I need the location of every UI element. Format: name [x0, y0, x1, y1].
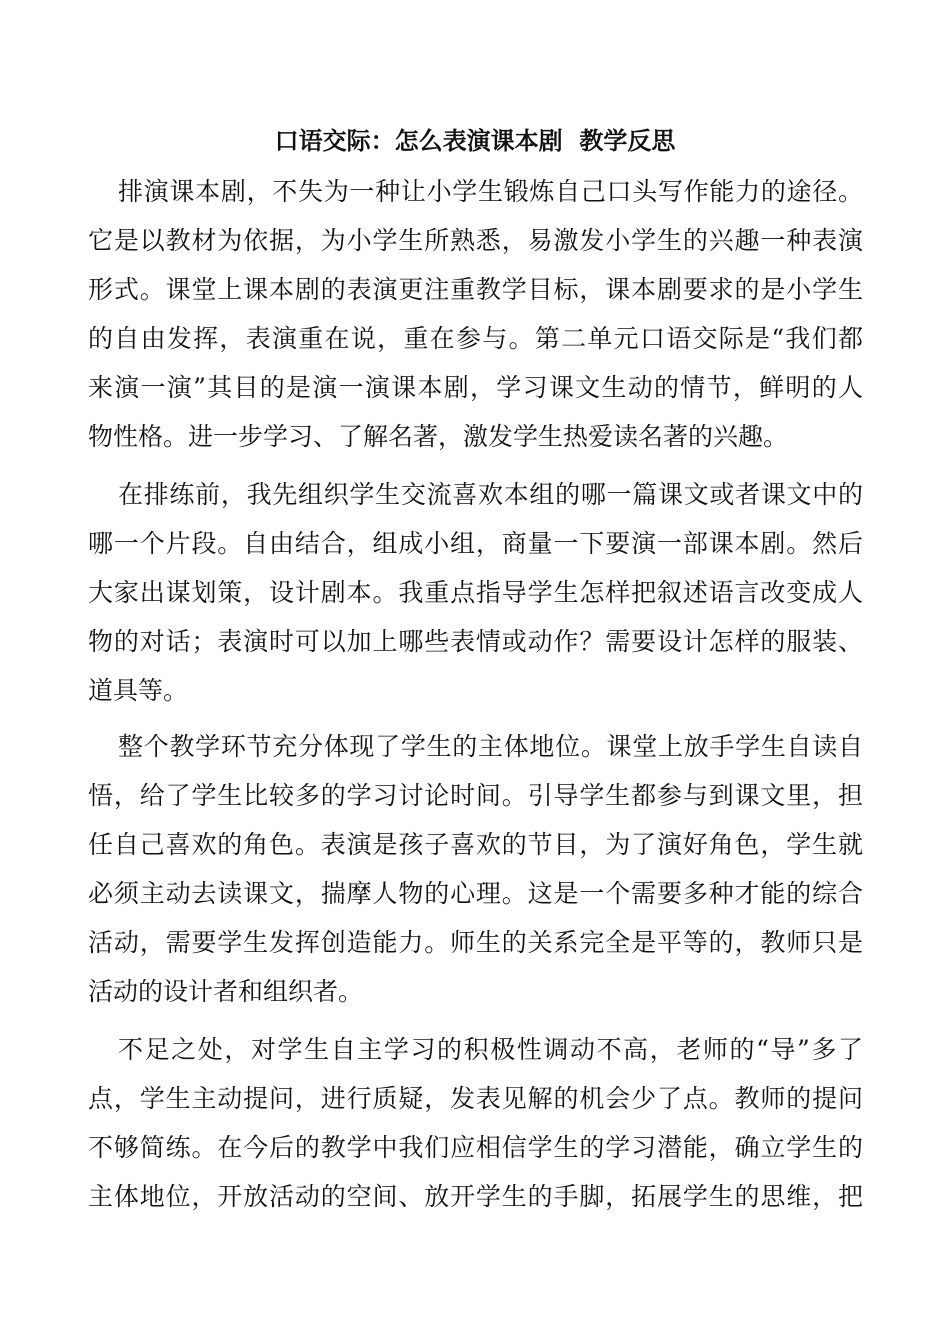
paragraph-line: 大家出谋划策，设计剧本。我重点指导学生怎样把叙述语言改变成人 — [88, 578, 863, 607]
paragraph-line: 活动，需要学生发挥创造能力。师生的关系完全是平等的，教师只是 — [88, 928, 863, 957]
paragraph-line: 它是以教材为依据，为小学生所熟悉，易激发小学生的兴趣一种表演 — [88, 226, 863, 255]
paragraph-line: 物性格。进一步学习、了解名著，激发学生热爱读名著的兴趣。 — [88, 422, 789, 451]
paragraph-line: 必须主动去读课文，揣摩人物的心理。这是一个需要多种才能的综合 — [88, 879, 863, 908]
paragraph-line: 道具等。 — [88, 676, 189, 705]
paragraph-line: 形式。课堂上课本剧的表演更注重教学目标，课本剧要求的是小学生 — [88, 275, 863, 304]
paragraph-line: 来演一演”其目的是演一演课本剧，学习课文生动的情节，鲜明的人 — [88, 373, 863, 402]
paragraph-line: 排演课本剧，不失为一种让小学生锻炼自己口头写作能力的途径。 — [118, 177, 863, 206]
document-title: 口语交际：怎么表演课本剧 教学反思 — [274, 126, 676, 155]
paragraph-line: 整个教学环节充分体现了学生的主体地位。课堂上放手学生自读自 — [118, 732, 863, 761]
paragraph-line: 主体地位，开放活动的空间、放开学生的手脚，拓展学生的思维，把 — [88, 1182, 863, 1211]
paragraph-3 — [88, 722, 863, 1016]
paragraph-line: 活动的设计者和组织者。 — [88, 977, 364, 1006]
paragraph-line: 物的对话；表演时可以加上哪些表情或动作？需要设计怎样的服装、 — [88, 627, 863, 656]
paragraph-2 — [88, 470, 863, 715]
paragraph-1 — [88, 167, 863, 461]
paragraph-line: 点，学生主动提问，进行质疑，发表见解的机会少了点。教师的提问 — [88, 1084, 863, 1113]
paragraph-line: 悟，给了学生比较多的学习讨论时间。引导学生都参与到课文里，担 — [88, 781, 863, 810]
paragraph-line: 不足之处，对学生自主学习的积极性调动不高，老师的“导”多了 — [118, 1035, 863, 1064]
paragraph-line: 不够简练。在今后的教学中我们应相信学生的学习潜能，确立学生的 — [88, 1133, 863, 1162]
paragraph-4 — [88, 1025, 863, 1221]
paragraph-line: 哪一个片段。自由结合，组成小组，商量一下要演一部课本剧。然后 — [88, 529, 863, 558]
paragraph-line: 的自由发挥，表演重在说，重在参与。第二单元口语交际是“我们都 — [88, 324, 863, 353]
paragraph-line: 在排练前，我先组织学生交流喜欢本组的哪一篇课文或者课文中的 — [118, 480, 863, 509]
paragraph-line: 任自己喜欢的角色。表演是孩子喜欢的节目，为了演好角色，学生就 — [88, 830, 863, 859]
